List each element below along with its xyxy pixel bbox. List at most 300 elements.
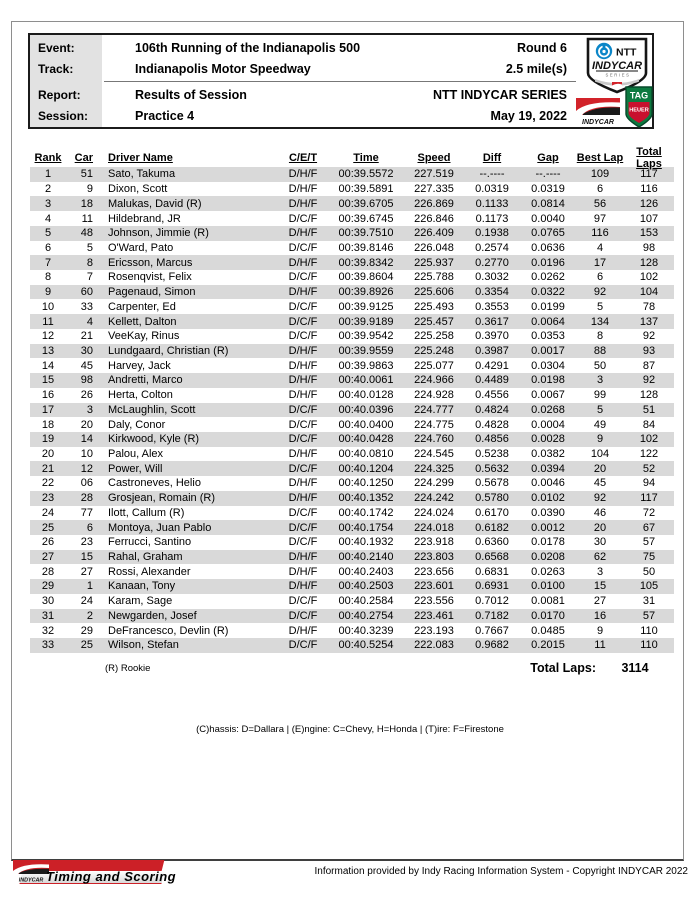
cell-time: 00:39.9559 xyxy=(338,344,394,357)
cell-time: 00:40.3239 xyxy=(338,624,394,637)
cell-speed: 225.077 xyxy=(414,359,454,372)
cell-best-lap: 8 xyxy=(596,330,604,343)
table-row xyxy=(30,476,674,491)
cell-cet: D/C/F xyxy=(288,418,318,431)
cell-total-laps: 57 xyxy=(642,609,656,622)
rookie-note: (R) Rookie xyxy=(105,663,151,674)
svg-text:HEUER: HEUER xyxy=(629,107,649,114)
cell-best-lap: 116 xyxy=(591,227,609,240)
cell-car: 11 xyxy=(81,212,93,225)
cell-gap: 0.0814 xyxy=(531,197,565,210)
cell-car: 18 xyxy=(80,197,93,210)
cell-driver: VeeKay, Rinus xyxy=(108,330,180,343)
table-row xyxy=(30,594,674,609)
svg-text:NTT: NTT xyxy=(616,46,637,59)
table-row xyxy=(30,432,674,447)
cell-driver: Carpenter, Ed xyxy=(108,300,176,313)
cell-best-lap: 30 xyxy=(593,536,607,549)
cell-car: 3 xyxy=(86,403,93,416)
cell-car: 5 xyxy=(86,241,93,254)
cell-car: 6 xyxy=(86,521,93,534)
cell-speed: 223.656 xyxy=(414,565,454,578)
cell-rank: 33 xyxy=(41,639,55,652)
cell-car: 06 xyxy=(80,477,93,490)
cell-best-lap: 6 xyxy=(596,271,604,284)
cell-cet: D/H/F xyxy=(288,344,318,357)
cell-time: 00:39.9542 xyxy=(338,330,394,343)
cell-rank: 6 xyxy=(44,241,52,254)
cell-cet: D/C/F xyxy=(288,403,318,416)
cell-rank: 1 xyxy=(44,168,52,181)
cell-best-lap: 17 xyxy=(593,256,607,269)
table-row xyxy=(30,520,674,535)
cell-best-lap: 104 xyxy=(590,448,610,461)
cell-diff: 0.1938 xyxy=(475,227,509,240)
cell-rank: 22 xyxy=(41,477,55,490)
cell-driver: O'Ward, Pato xyxy=(108,241,174,254)
cell-driver: Montoya, Juan Pablo xyxy=(108,521,212,534)
cell-driver: Karam, Sage xyxy=(108,595,173,608)
cell-diff: 0.9682 xyxy=(475,639,509,652)
cell-gap: 0.0382 xyxy=(531,448,565,461)
cell-time: 00:40.0128 xyxy=(338,389,394,402)
cell-car: 21 xyxy=(80,330,93,343)
cell-driver: Grosjean, Romain (R) xyxy=(108,492,215,505)
cell-diff: 0.5632 xyxy=(475,462,509,475)
cell-time: 00:39.7510 xyxy=(338,227,394,240)
total-laps-label: Total Laps: xyxy=(530,661,596,675)
cell-best-lap: 9 xyxy=(596,624,604,637)
cell-best-lap: 9 xyxy=(596,433,604,446)
cell-best-lap: 49 xyxy=(593,418,607,431)
cell-gap: 0.0170 xyxy=(531,609,565,622)
cell-gap: 0.0046 xyxy=(531,477,565,490)
cell-total-laps: 116 xyxy=(640,183,658,196)
cell-driver: Castroneves, Helio xyxy=(108,477,201,490)
cell-cet: D/C/F xyxy=(288,506,318,519)
cell-best-lap: 88 xyxy=(593,344,607,357)
cell-car: 77 xyxy=(80,506,93,519)
cell-driver: Rosenqvist, Felix xyxy=(108,271,192,284)
table-row xyxy=(30,344,674,359)
cell-diff: 0.3354 xyxy=(475,286,509,299)
cell-speed: 224.545 xyxy=(414,448,454,461)
cell-cet: D/H/F xyxy=(288,580,318,593)
cell-total-laps: 84 xyxy=(642,418,656,431)
header-row-report xyxy=(30,85,580,105)
cell-rank: 5 xyxy=(44,227,52,240)
cell-rank: 16 xyxy=(41,389,55,402)
cell-best-lap: 3 xyxy=(596,565,604,578)
cell-best-lap: 11 xyxy=(594,639,606,652)
cell-speed: 224.024 xyxy=(414,506,454,519)
table-row xyxy=(30,329,674,344)
cell-speed: 224.325 xyxy=(414,462,454,475)
total-laps xyxy=(530,661,674,675)
field-label-session: Session: xyxy=(38,109,89,123)
cell-gap: 0.0322 xyxy=(531,286,565,299)
cell-diff: 0.0319 xyxy=(475,183,509,196)
cell-best-lap: 134 xyxy=(590,315,610,328)
cell-speed: 225.788 xyxy=(414,271,454,284)
cell-total-laps: 137 xyxy=(639,315,659,328)
results-table xyxy=(30,146,674,653)
cell-total-laps: 126 xyxy=(639,197,659,210)
table-row xyxy=(30,550,674,565)
cell-time: 00:40.0061 xyxy=(338,374,394,387)
cell-driver: Ericsson, Marcus xyxy=(108,256,193,269)
column-header-best-lap: Best Lap xyxy=(576,152,624,164)
cell-total-laps: 110 xyxy=(640,624,658,637)
cell-speed: 226.409 xyxy=(414,227,454,240)
tag-heuer-logo-icon xyxy=(625,86,653,128)
cell-cet: D/C/F xyxy=(288,241,318,254)
cell-rank: 17 xyxy=(41,403,55,416)
cell-driver: Harvey, Jack xyxy=(108,359,171,372)
table-row xyxy=(30,314,674,329)
table-row xyxy=(30,211,674,226)
cell-driver: Dixon, Scott xyxy=(108,183,168,196)
cell-speed: 223.601 xyxy=(414,580,454,593)
field-value-track-length: 2.5 mile(s) xyxy=(505,62,567,76)
cell-rank: 18 xyxy=(41,418,55,431)
header-row-event xyxy=(30,38,580,58)
cell-car: 98 xyxy=(80,374,93,387)
cell-rank: 23 xyxy=(41,492,55,505)
cell-driver: Sato, Takuma xyxy=(108,168,176,181)
cell-car: 60 xyxy=(80,286,93,299)
cell-total-laps: 107 xyxy=(639,212,659,225)
cell-cet: D/H/F xyxy=(288,448,318,461)
cell-driver: Palou, Alex xyxy=(108,448,164,461)
cell-time: 00:40.1352 xyxy=(338,492,394,505)
cell-driver: Wilson, Stefan xyxy=(108,639,179,652)
cell-best-lap: 4 xyxy=(596,241,604,254)
cell-time: 00:39.5572 xyxy=(338,168,394,181)
cell-time: 00:40.2140 xyxy=(338,551,394,564)
cell-total-laps: 94 xyxy=(642,477,656,490)
cell-gap: 0.0040 xyxy=(531,212,565,225)
cell-rank: 7 xyxy=(44,256,52,269)
cell-time: 00:39.9189 xyxy=(338,315,394,328)
cell-best-lap: 6 xyxy=(596,183,604,196)
cell-total-laps: 31 xyxy=(642,595,656,608)
cell-time: 00:40.1204 xyxy=(338,462,394,475)
column-header-gap: Gap xyxy=(537,152,559,164)
cell-diff: 0.6182 xyxy=(475,521,509,534)
cell-driver: Lundgaard, Christian (R) xyxy=(108,344,229,357)
cell-gap: 0.0208 xyxy=(531,551,565,564)
cell-rank: 4 xyxy=(44,212,52,225)
table-footer-row xyxy=(30,661,674,677)
column-header-car: Car xyxy=(74,152,93,164)
cell-speed: 225.606 xyxy=(414,286,454,299)
cell-rank: 28 xyxy=(41,565,55,578)
cell-total-laps: 110 xyxy=(640,639,658,652)
cell-car: 1 xyxy=(86,580,93,593)
cell-gap: 0.0353 xyxy=(531,330,565,343)
header-row-track xyxy=(30,59,580,79)
cell-best-lap: 92 xyxy=(593,492,607,505)
cell-diff: 0.5780 xyxy=(475,492,509,505)
table-row xyxy=(30,255,674,270)
cell-driver: Kellett, Dalton xyxy=(108,315,177,328)
cell-time: 00:39.5891 xyxy=(338,183,394,196)
column-header-diff: Diff xyxy=(482,152,502,164)
cell-car: 2 xyxy=(86,609,93,622)
cell-total-laps: 67 xyxy=(642,521,656,534)
cell-diff: 0.4828 xyxy=(475,418,509,431)
cell-diff: --.---- xyxy=(479,168,505,181)
svg-text:INDYCAR: INDYCAR xyxy=(591,60,643,72)
cell-time: 00:39.8926 xyxy=(338,286,394,299)
cell-car: 25 xyxy=(80,639,93,652)
cell-rank: 25 xyxy=(41,521,55,534)
cell-cet: D/C/F xyxy=(288,521,318,534)
svg-text:INDYCAR: INDYCAR xyxy=(582,119,614,126)
cell-total-laps: 92 xyxy=(642,330,656,343)
indycar-logo-icon xyxy=(575,97,621,127)
cell-speed: 227.335 xyxy=(414,183,454,196)
table-row xyxy=(30,579,674,594)
field-label-track: Track: xyxy=(38,62,74,76)
cell-car: 20 xyxy=(80,418,93,431)
cell-time: 00:39.8342 xyxy=(338,256,394,269)
table-row xyxy=(30,491,674,506)
cell-speed: 225.457 xyxy=(414,315,454,328)
cell-gap: 0.0304 xyxy=(531,359,565,372)
column-header-driver: Driver Name xyxy=(108,152,173,164)
cell-total-laps: 93 xyxy=(642,344,656,357)
cell-best-lap: 3 xyxy=(596,374,604,387)
cell-diff: 0.6568 xyxy=(475,551,509,564)
cell-diff: 0.5238 xyxy=(475,448,509,461)
field-label-event: Event: xyxy=(38,41,75,55)
svg-text:TAG: TAG xyxy=(629,90,649,101)
cell-cet: D/H/F xyxy=(288,565,318,578)
cell-driver: Rahal, Graham xyxy=(108,551,183,564)
cell-diff: 0.3617 xyxy=(475,315,509,328)
cell-gap: 0.0067 xyxy=(531,389,565,402)
cell-speed: 225.258 xyxy=(414,330,454,343)
cell-time: 00:39.9863 xyxy=(338,359,394,372)
cell-time: 00:40.2503 xyxy=(338,580,394,593)
chassis-engine-tire-legend: (C)hassis: D=Dallara | (E)ngine: C=Chevy, H=Honda | (T)ire: F=Firestone xyxy=(196,724,504,735)
cell-gap: 0.0102 xyxy=(531,492,565,505)
cell-total-laps: 98 xyxy=(642,241,656,254)
header-row-session xyxy=(30,106,580,126)
svg-text:SERIES: SERIES xyxy=(605,72,631,78)
cell-time: 00:40.2403 xyxy=(338,565,394,578)
cell-car: 15 xyxy=(80,551,93,564)
cell-best-lap: 45 xyxy=(593,477,607,490)
cell-speed: 227.519 xyxy=(414,168,454,181)
cell-driver: Hildebrand, JR xyxy=(108,212,181,225)
field-value-round: Round 6 xyxy=(517,41,567,55)
cell-speed: 224.777 xyxy=(414,403,454,416)
cell-driver: Daly, Conor xyxy=(108,418,166,431)
cell-best-lap: 50 xyxy=(593,359,607,372)
table-row xyxy=(30,447,674,462)
cell-car: 30 xyxy=(80,344,93,357)
cell-cet: D/C/F xyxy=(288,462,318,475)
cell-gap: 0.0028 xyxy=(531,433,565,446)
table-row xyxy=(30,417,674,432)
cell-gap: 0.0081 xyxy=(531,595,565,608)
cell-time: 00:39.8146 xyxy=(338,241,394,254)
cell-cet: D/C/F xyxy=(288,212,318,225)
cell-diff: 0.5678 xyxy=(475,477,509,490)
cell-diff: 0.4824 xyxy=(475,403,509,416)
cell-best-lap: 16 xyxy=(593,609,607,622)
cell-cet: D/C/F xyxy=(288,536,318,549)
cell-speed: 225.493 xyxy=(414,300,454,313)
cell-cet: D/H/F xyxy=(288,374,318,387)
cell-best-lap: 109 xyxy=(590,168,610,181)
cell-best-lap: 5 xyxy=(596,300,604,313)
cell-total-laps: 87 xyxy=(642,359,656,372)
cell-car: 33 xyxy=(80,300,93,313)
cell-car: 29 xyxy=(80,624,93,637)
cell-time: 00:40.0428 xyxy=(338,433,394,446)
copyright-text: Information provided by Indy Racing Information System - Copyright INDYCAR 2022 xyxy=(314,866,688,877)
results-header-row xyxy=(30,146,674,170)
table-row xyxy=(30,299,674,314)
cell-time: 00:40.2584 xyxy=(338,595,394,608)
cell-best-lap: 62 xyxy=(593,551,607,564)
cell-diff: 0.6931 xyxy=(475,580,509,593)
cell-gap: 0.2015 xyxy=(531,639,565,652)
table-row xyxy=(30,506,674,521)
cell-diff: 0.3970 xyxy=(475,330,509,343)
cell-cet: D/H/F xyxy=(288,477,318,490)
cell-car: 14 xyxy=(80,433,93,446)
cell-gap: 0.0064 xyxy=(531,315,565,328)
cell-gap: 0.0319 xyxy=(531,183,565,196)
cell-rank: 20 xyxy=(41,448,55,461)
cell-speed: 226.048 xyxy=(414,241,454,254)
cell-speed: 224.242 xyxy=(414,492,454,505)
column-header-total-laps: Total Laps xyxy=(636,146,662,170)
results-tbody xyxy=(30,167,674,653)
cell-total-laps: 102 xyxy=(639,271,659,284)
cell-car: 51 xyxy=(80,168,93,181)
cell-diff: 0.6360 xyxy=(475,536,509,549)
cell-car: 10 xyxy=(80,448,93,461)
cell-driver: McLaughlin, Scott xyxy=(108,403,196,416)
cell-best-lap: 46 xyxy=(593,506,607,519)
table-row xyxy=(30,182,674,197)
cell-speed: 224.966 xyxy=(414,374,454,387)
cell-gap: 0.0268 xyxy=(531,403,565,416)
cell-gap: 0.0485 xyxy=(531,624,565,637)
cell-diff: 0.7012 xyxy=(475,595,509,608)
cell-speed: 223.193 xyxy=(414,624,454,637)
cell-gap: 0.0765 xyxy=(531,227,565,240)
cell-speed: 225.937 xyxy=(414,256,454,269)
cell-speed: 224.760 xyxy=(414,433,454,446)
cell-time: 00:40.0400 xyxy=(338,418,394,431)
cell-cet: D/C/F xyxy=(288,315,318,328)
field-value-track: Indianapolis Motor Speedway xyxy=(135,62,311,76)
timing-scoring-label: Timing and Scoring xyxy=(46,869,177,884)
cell-total-laps: 50 xyxy=(642,565,656,578)
cell-total-laps: 128 xyxy=(639,389,659,402)
cell-driver: Kanaan, Tony xyxy=(108,580,176,593)
cell-total-laps: 128 xyxy=(639,256,659,269)
cell-rank: 24 xyxy=(41,506,55,519)
cell-car: 8 xyxy=(86,256,93,269)
table-row xyxy=(30,535,674,550)
timing-scoring-banner xyxy=(13,859,177,886)
table-row xyxy=(30,373,674,388)
cell-driver: Ferrucci, Santino xyxy=(108,536,192,549)
cell-time: 00:40.1754 xyxy=(338,521,394,534)
cell-cet: D/H/F xyxy=(288,227,318,240)
cell-time: 00:40.0810 xyxy=(338,448,394,461)
cell-rank: 29 xyxy=(41,580,55,593)
cell-diff: 0.7667 xyxy=(475,624,509,637)
cell-time: 00:39.6745 xyxy=(338,212,394,225)
cell-best-lap: 56 xyxy=(593,197,607,210)
cell-rank: 19 xyxy=(41,433,55,446)
cell-driver: Power, Will xyxy=(108,462,163,475)
cell-cet: D/C/F xyxy=(288,639,318,652)
cell-gap: 0.0012 xyxy=(531,521,565,534)
cell-diff: 0.4556 xyxy=(475,389,509,402)
column-header-rank: Rank xyxy=(34,152,62,164)
cell-rank: 31 xyxy=(41,609,55,622)
cell-total-laps: 102 xyxy=(639,433,659,446)
cell-time: 00:40.5254 xyxy=(338,639,394,652)
cell-diff: 0.4856 xyxy=(475,433,509,446)
cell-cet: D/C/F xyxy=(288,433,318,446)
field-value-series: NTT INDYCAR SERIES xyxy=(432,88,567,102)
field-value-date: May 19, 2022 xyxy=(490,109,567,123)
cell-rank: 3 xyxy=(44,197,52,210)
cell-car: 28 xyxy=(80,492,93,505)
cell-total-laps: 105 xyxy=(639,580,659,593)
column-header-speed: Speed xyxy=(417,152,451,164)
table-row xyxy=(30,358,674,373)
cell-total-laps: 117 xyxy=(640,492,658,505)
cell-gap: 0.0199 xyxy=(531,300,565,313)
cell-rank: 8 xyxy=(44,271,52,284)
cell-rank: 14 xyxy=(41,359,55,372)
cell-rank: 21 xyxy=(41,462,55,475)
cell-driver: Rossi, Alexander xyxy=(108,565,191,578)
cell-driver: Pagenaud, Simon xyxy=(108,286,196,299)
cell-total-laps: 51 xyxy=(642,403,656,416)
cell-time: 00:39.8604 xyxy=(338,271,394,284)
cell-time: 00:40.2754 xyxy=(338,609,394,622)
cell-cet: D/C/F xyxy=(288,300,318,313)
cell-rank: 11 xyxy=(42,315,54,328)
cell-best-lap: 27 xyxy=(593,595,607,608)
cell-driver: Kirkwood, Kyle (R) xyxy=(108,433,200,446)
cell-total-laps: 52 xyxy=(642,462,656,475)
column-header-cet: C/E/T xyxy=(288,152,318,164)
cell-total-laps: 117 xyxy=(640,168,658,181)
cell-cet: D/H/F xyxy=(288,389,318,402)
field-value-event: 106th Running of the Indianapolis 500 xyxy=(135,41,361,55)
cell-driver: Herta, Colton xyxy=(108,389,173,402)
cell-car: 12 xyxy=(80,462,93,475)
cell-gap: 0.0198 xyxy=(531,374,565,387)
cell-diff: 0.2770 xyxy=(475,256,509,269)
cell-speed: 224.018 xyxy=(414,521,454,534)
cell-diff: 0.3032 xyxy=(475,271,509,284)
